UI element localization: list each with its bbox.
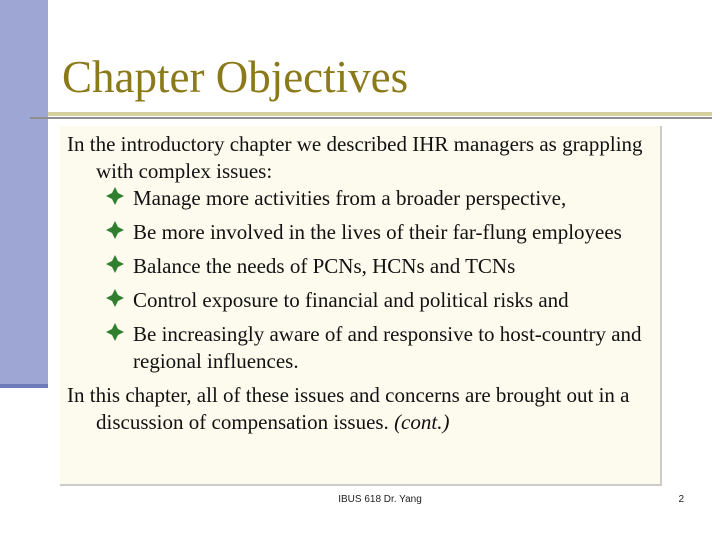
intro-paragraph: In the introductory chapter we described IHR managers as grappling with complex issues:: [67, 132, 643, 183]
bullet-text: Balance the needs of PCNs, HCNs and TCNs: [133, 254, 516, 278]
bullet-text: Control exposure to financial and political risks and: [133, 288, 569, 312]
slide-title: Chapter Objectives: [62, 52, 409, 102]
list-item: [133, 253, 667, 280]
diamond-bullet-icon: [106, 289, 124, 307]
title-divider: [30, 117, 712, 119]
list-item: [133, 321, 667, 375]
diamond-bullet-icon: [106, 323, 124, 341]
objectives-list: [67, 185, 667, 375]
bullet-text: Manage more activities from a broader perspective,: [133, 186, 567, 210]
closing-paragraph: [67, 382, 667, 436]
diamond-bullet-icon: [106, 221, 124, 239]
page-number: 2: [678, 494, 684, 505]
continued-note: (cont.): [394, 410, 450, 434]
closing-text: In this chapter, all of these issues and concerns are brought out in a discussion of compensation issues.: [67, 383, 630, 434]
diamond-bullet-icon: [106, 255, 124, 273]
list-item: [133, 185, 667, 212]
bullet-text: Be more involved in the lives of their far-flung employees: [133, 220, 622, 244]
bullet-text: Be increasingly aware of and responsive to host-country and regional influences.: [133, 322, 642, 373]
title-underline: [48, 112, 712, 116]
left-accent-bar-edge: [0, 384, 48, 388]
diamond-bullet-icon: [106, 187, 124, 205]
left-accent-bar: [0, 0, 48, 384]
slide-body: [67, 131, 667, 436]
list-item: [133, 219, 667, 246]
slide-footer: IBUS 618 Dr. Yang: [338, 494, 422, 505]
list-item: [133, 287, 667, 314]
